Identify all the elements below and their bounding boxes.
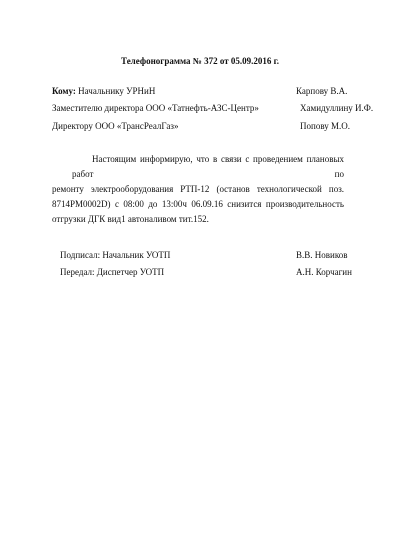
recipient-row [52, 103, 374, 115]
message-body [52, 152, 344, 227]
signature-label: Передал: Диспетчер УОТП [60, 267, 165, 277]
recipient-position [52, 86, 155, 97]
message-line: 8714РМ0002D) с 08:00 до 13:00ч 06.09.16 снизится производительность [52, 199, 344, 209]
signature-row [60, 250, 360, 262]
recipient-row [52, 86, 352, 98]
recipient-row [52, 121, 352, 133]
message-line: Настоящим информирую, что в связи с проведением плановых работ по [72, 154, 344, 179]
recipient-prefix: Кому: [52, 86, 76, 96]
signature-label: Подписал: Начальник УОТП [60, 250, 171, 260]
recipient-position-text: Начальнику УРНиН [75, 86, 156, 96]
recipient-position: Заместителю директора ООО «Татнефть-АЗС-Центр» [52, 103, 259, 113]
signature-name: А.Н. Корчагин [296, 267, 352, 277]
recipient-name: Хамидуллину И.Ф. [300, 103, 374, 113]
signature-row [60, 267, 360, 279]
document-title: Телефонограмма № 372 от 05.09.2016 г. [121, 56, 279, 66]
recipient-position: Директору ООО «ТрансРеалГаз» [52, 121, 179, 131]
message-line: отгрузки ДГК вид1 автоналивом тит.152. [52, 214, 209, 224]
recipient-name: Попову М.О. [300, 121, 351, 131]
recipient-name: Карпову В.А. [296, 86, 348, 96]
signature-name: В.В. Новиков [296, 250, 348, 260]
message-line: ремонту электрооборудования РТП-12 (останов технологической поз. [52, 184, 344, 194]
